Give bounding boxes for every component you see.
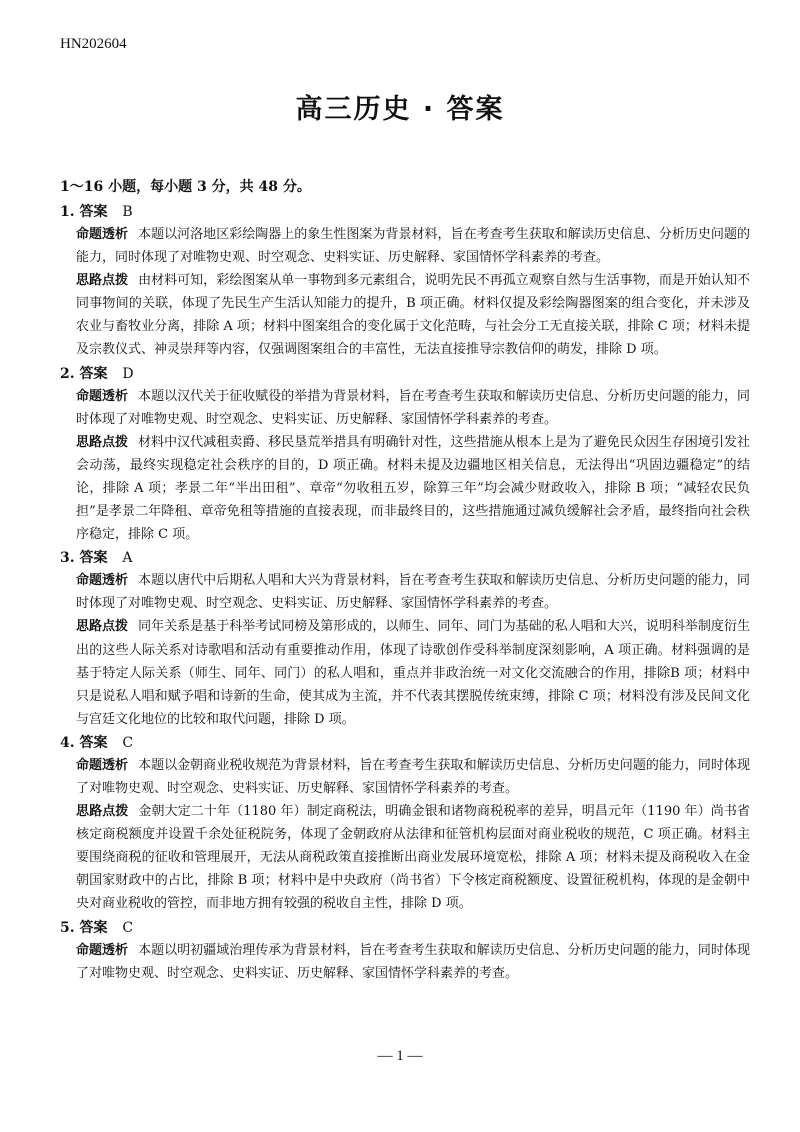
topic-text: 本题以河洛地区彩绘陶器上的象生性图案为背景材料，旨在考查考生获取和解读历史信息、分析历史问题的能力，同时体现了对唯物史观、时空观念、史料实证、历史解释、家国情怀学科素养的考查。: [76, 227, 750, 266]
answer-value: B: [122, 204, 133, 220]
topic-paragraph: [76, 754, 750, 800]
topic-label: 命题透析: [76, 757, 129, 773]
analysis-text: 材料中汉代减租卖爵、移民垦荒举措具有明确针对性，这些措施从根本上是为了避免民众因生存困境引发社会动荡，最终实现稳定社会秩序的目的，D 项正确。材料未提及边疆地区相关信息，无法得出“巩固边疆稳定”的结论，排除 A 项；孝景二年“半出田租”、章帝“勿收租五岁，除算三年”均会减少财政收入，排除 B 项；“减轻农民负担”是孝景二年降租、章帝免租等措施的直接表现，而非最终目的，这些措施通过减负缓解社会矛盾，最终指向社会秩序稳定，排除 C 项。: [76, 434, 750, 543]
question-block: [60, 732, 750, 916]
analysis-text: 同年关系是基于科举考试同榜及第形成的，以师生、同年、同门为基础的私人唱和大兴，说明科举制度衍生出的这些人际关系对诗歌唱和活动有重要推动作用，体现了诗歌创作受科举制度深刻影响，A 项正确。材料强调的是基于特定人际关系（师生、同年、同门）的私人唱和，重点并非政治统一对文化交流融合的作用，排除B 项；材料中只是说私人唱和赋予唱和诗新的生命，使其成为主流，并不代表其摆脱传统束缚，排除 C 项；材料没有涉及民间文化与宫廷文化地位的比较和取代问题，排除 D 项。: [76, 619, 750, 727]
page-number: — 1 —: [377, 1048, 423, 1064]
answer-label: 答案: [79, 204, 108, 220]
analysis-text: 金朝大定二十年（1180 年）制定商税法，明确金银和诸物商税税率的差异，明昌元年（1190 年）尚书省核定商税额度并设置千余处征税院务，体现了金朝政府从法律和征管机构层面对商业税收的规范，C 项正确。材料主要围绕商税的征收和管理展开，无法从商税政策直接推断出商业发展环境宽松，排除 A 项；材料未提及商税收入在金朝国家财政中的占比，排除 B 项；材料中是中央政府（尚书省）下令核定商税额度、设置征税机构，体现的是金朝中央对商业税收的管控，而非地方拥有较强的税收自主性，排除 D 项。: [76, 804, 750, 912]
analysis-paragraph: [76, 615, 750, 730]
analysis-paragraph: [76, 269, 750, 361]
answer-list: [60, 200, 750, 985]
question-number: 5.: [60, 919, 75, 936]
question-header: [60, 917, 750, 939]
analysis-label: 思路点拨: [76, 434, 129, 450]
question-block: [60, 917, 750, 985]
topic-paragraph: [76, 385, 750, 431]
document-code: HN202604: [60, 36, 127, 52]
question-block: [60, 363, 750, 547]
page-title: 高三历史 · 答案: [295, 94, 505, 125]
question-header: [60, 732, 750, 754]
analysis-label: 思路点拨: [76, 273, 129, 289]
topic-paragraph: [76, 939, 750, 985]
answer-value: C: [122, 919, 134, 936]
topic-text: 本题以唐代中后期私人唱和大兴为背景材料，旨在考查考生获取和解读历史信息、分析历史问题的能力，同时体现了对唯物史观、时空观念、史料实证、历史解释、家国情怀学科素养的考查。: [76, 573, 750, 612]
topic-label: 命题透析: [76, 227, 129, 242]
answer-label: 答案: [79, 550, 108, 567]
analysis-paragraph: [76, 800, 750, 915]
section-intro: 1～16 小题，每小题 3 分，共 48 分。: [60, 179, 311, 195]
question-number: 2.: [60, 365, 75, 382]
question-number: 4.: [60, 734, 75, 751]
analysis-label: 思路点拨: [76, 804, 129, 820]
topic-text: 本题以汉代关于征收赋役的举措为背景材料，旨在考查考生获取和解读历史信息、分析历史问题的能力，同时体现了对唯物史观、时空观念、史料实证、历史解释、家国情怀学科素养的考查。: [76, 388, 750, 427]
question-block: [60, 547, 750, 731]
answer-label: 答案: [79, 365, 108, 382]
answer-value: D: [122, 365, 134, 382]
question-number: 3.: [60, 550, 75, 567]
topic-label: 命题透析: [76, 942, 129, 958]
question-number: 1.: [60, 204, 75, 220]
question-header: [60, 363, 750, 385]
question-header: [60, 547, 750, 569]
answer-label: 答案: [79, 734, 108, 751]
analysis-label: 思路点拨: [76, 619, 129, 635]
question-block: [60, 201, 750, 362]
topic-text: 本题以明初疆域治理传承为背景材料，旨在考查考生获取和解读历史信息、分析历史问题的能力，同时体现了对唯物史观、时空观念、史料实证、历史解释、家国情怀学科素养的考查。: [76, 942, 750, 981]
topic-label: 命题透析: [76, 388, 129, 404]
topic-paragraph: [76, 223, 750, 269]
answer-label: 答案: [79, 919, 108, 936]
topic-paragraph: [76, 569, 750, 615]
topic-text: 本题以金朝商业税收规范为背景材料，旨在考查考生获取和解读历史信息、分析历史问题的能力，同时体现了对唯物史观、时空观念、史料实证、历史解释、家国情怀学科素养的考查。: [76, 757, 750, 796]
answer-value: C: [122, 734, 134, 751]
answer-value: A: [122, 550, 133, 567]
analysis-text: 由材料可知，彩绘图案从单一事物到多元素组合，说明先民不再孤立观察自然与生活事物，而是开始认知不同事物间的关联，体现了先民生产生活认知能力的提升，B 项正确。材料仅提及彩绘陶器图案的组合变化，并未涉及农业与畜牧业分离，排除 A 项；材料中图案组合的变化属于文化范畴，与社会分工无直接关联，排除 C 项；材料未提及宗教仪式、神灵崇拜等内容，仅强调图案组合的丰富性，无法直接推导宗教信仰的萌发，排除 D 项。: [76, 273, 750, 358]
topic-label: 命题透析: [76, 573, 129, 589]
question-header: [60, 201, 750, 223]
analysis-paragraph: [76, 431, 750, 546]
